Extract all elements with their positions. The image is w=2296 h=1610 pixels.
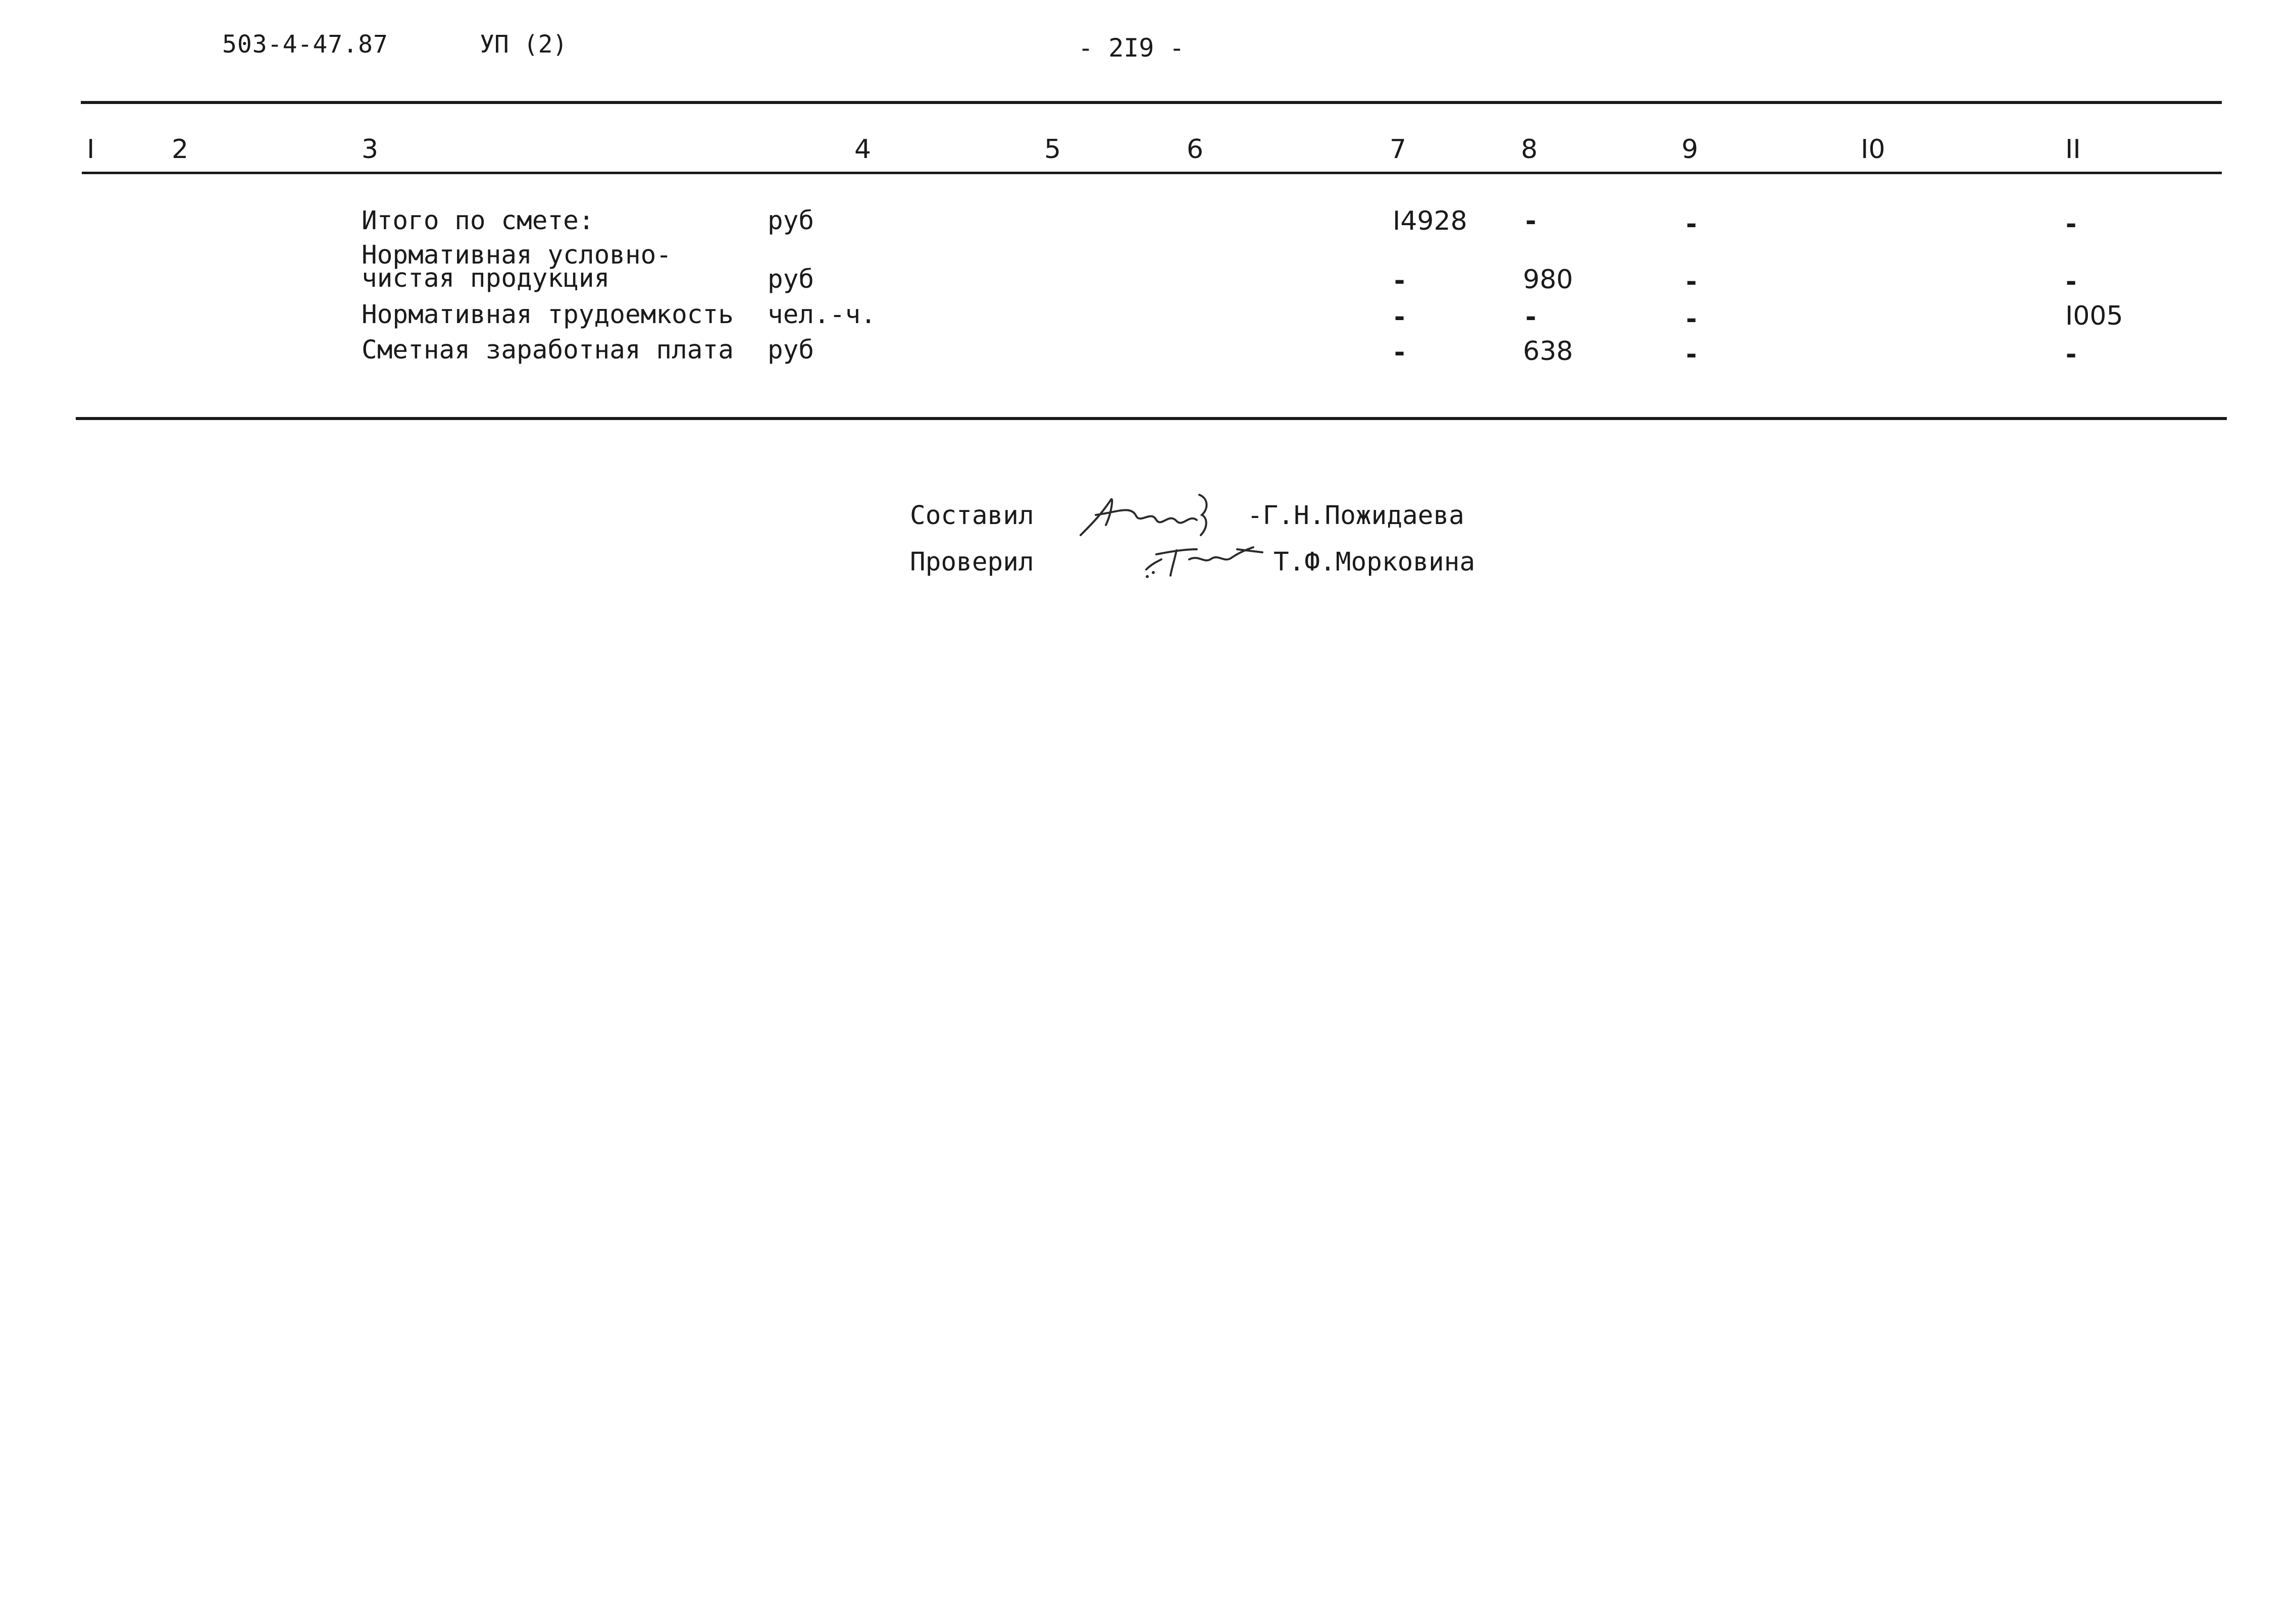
table-top-rule	[81, 101, 2222, 104]
row-unit: руб	[768, 265, 814, 294]
row-name: Нормативная условно-	[362, 240, 672, 270]
row-name: Итого по смете:	[362, 206, 594, 236]
column-number: II	[2065, 134, 2081, 165]
compiled-by-label: Составил	[910, 501, 1034, 531]
cell-col8: 638	[1523, 336, 1573, 367]
table-bottom-rule	[76, 417, 2227, 420]
cell-col8: -	[1523, 206, 1539, 236]
column-number: 8	[1521, 134, 1538, 165]
column-number: I0	[1861, 134, 1885, 165]
cell-col9: -	[1683, 267, 1700, 297]
cell-col9: -	[1683, 209, 1700, 239]
column-number: 7	[1390, 134, 1407, 165]
column-number: 2	[172, 134, 189, 165]
cell-col7: -	[1392, 302, 1408, 332]
row-unit: чел.-ч.	[768, 300, 876, 330]
checked-by-label: Проверил	[910, 547, 1034, 577]
cell-col7: -	[1392, 337, 1408, 368]
column-number: 5	[1044, 134, 1061, 165]
column-number: I	[87, 134, 95, 165]
row-name: Сметная заработная плата	[362, 335, 734, 365]
cell-col8: -	[1523, 302, 1539, 332]
row-name: Нормативная трудоемкость	[362, 300, 734, 330]
column-number: 3	[362, 134, 379, 165]
cell-col7: -	[1392, 266, 1408, 296]
handwritten-signature-checked	[1141, 534, 1272, 580]
column-number: 6	[1187, 134, 1204, 165]
cell-col11: I005	[2065, 301, 2123, 331]
checked-by-name: Т.Ф.Морковина	[1273, 547, 1475, 577]
row-name: чистая продукция	[362, 264, 610, 293]
cell-col11: -	[2063, 339, 2079, 370]
cell-col8: 980	[1523, 265, 1573, 295]
compiled-by-name: -Г.Н.Пожидаева	[1247, 501, 1464, 531]
page-number: - 2I9 -	[1078, 33, 1185, 63]
column-number: 9	[1681, 134, 1699, 165]
cell-col7: I4928	[1393, 206, 1467, 236]
cell-col11: -	[2063, 267, 2079, 297]
sheet-label: УП (2)	[480, 30, 568, 59]
row-unit: руб	[768, 335, 814, 365]
row-unit: руб	[768, 206, 814, 236]
header-bottom-rule	[82, 172, 2222, 174]
document-code: 503-4-47.87	[222, 30, 388, 59]
cell-col11: -	[2063, 209, 2079, 239]
cell-col9: -	[1683, 304, 1700, 334]
cell-col9: -	[1683, 339, 1700, 370]
column-number: 4	[854, 134, 872, 165]
